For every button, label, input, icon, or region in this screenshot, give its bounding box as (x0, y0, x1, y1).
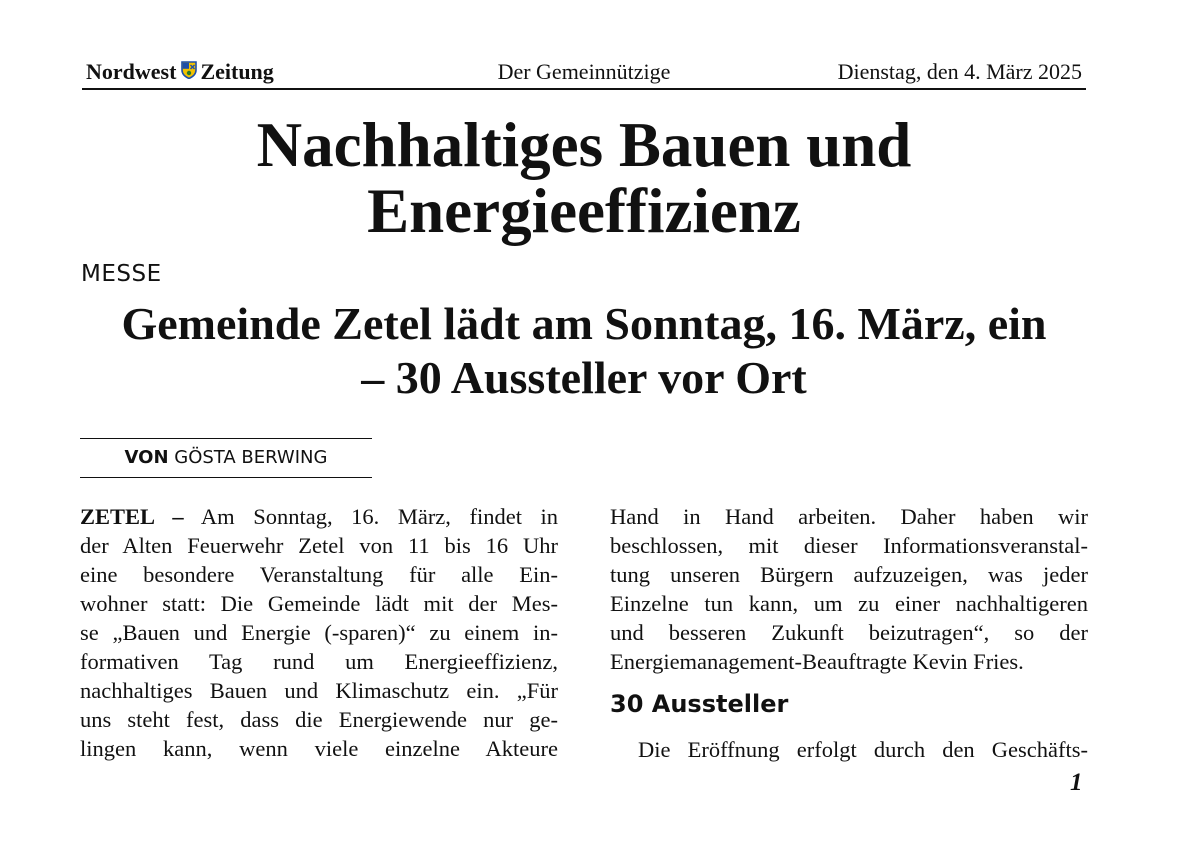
article-line: ZETEL – Am Sonntag, 16. März, findet in (80, 504, 559, 529)
article-line: Einzelne tun kann, um zu einer nachhaltigeren (610, 591, 1088, 616)
headline (82, 110, 1086, 247)
masthead (82, 58, 1086, 90)
article-line: Hand in Hand arbeiten. Daher haben wir (610, 504, 1088, 529)
article-line: der Alten Feuerwehr Zetel von 11 bis 16 Uhr (80, 533, 558, 558)
byline-prefix: VON (124, 447, 169, 468)
headline-line: Nachhaltiges Bauen und (256, 110, 912, 180)
article-line: tung unseren Bürgern aufzuzeigen, was jeder (610, 562, 1088, 587)
byline (80, 438, 372, 478)
kicker: MESSE (81, 261, 162, 287)
headline-line: Energieeffizienz (367, 176, 801, 247)
article-line: eine besondere Veranstaltung für alle Ein- (80, 562, 558, 587)
article-column-right (610, 502, 1088, 676)
article-line: beschlossen, mit dieser Informationsveranstal- (610, 533, 1088, 558)
article-line: uns steht fest, dass die Energiewende nur ge- (80, 707, 558, 732)
dateline: ZETEL – (80, 504, 184, 529)
paper-name: Der Gemeinnützige (497, 59, 671, 84)
issue-date: Dienstag, den 4. März 2025 (837, 59, 1082, 84)
article-column-left (80, 502, 558, 763)
article-line: lingen kann, wenn viele einzelne Akteure (80, 736, 558, 761)
subheadline-line: – 30 Aussteller vor Ort (361, 352, 807, 404)
subheadline (82, 297, 1086, 406)
page-number: 1 (1070, 769, 1083, 796)
article-line: Die Eröffnung erfolgt durch den Geschäfts- (638, 737, 1088, 762)
brand-name-right: Zeitung (200, 59, 274, 84)
article-line: Energiemanagement-Beauftragte Kevin Fries. (610, 649, 1024, 674)
article-line: se „Bauen und Energie (-sparen)“ zu einem in- (80, 620, 558, 645)
subheadline-line: Gemeinde Zetel lädt am Sonntag, 16. März, ein (121, 298, 1047, 349)
article-line: wohner statt: Die Gemeinde lädt mit der Mes- (80, 591, 558, 616)
article-line: formativen Tag rund um Energieeffizienz, (80, 649, 558, 674)
byline-author: GÖSTA BERWING (174, 447, 328, 468)
article-line: nachhaltiges Bauen und Klimaschutz ein. „Für (80, 678, 558, 703)
article-line: und besseren Zukunft beizutragen“, so der (610, 620, 1088, 645)
article-column-right-continued (610, 735, 1088, 764)
section-heading: 30 Aussteller (610, 690, 789, 718)
brand-name-left: Nordwest (86, 59, 177, 84)
